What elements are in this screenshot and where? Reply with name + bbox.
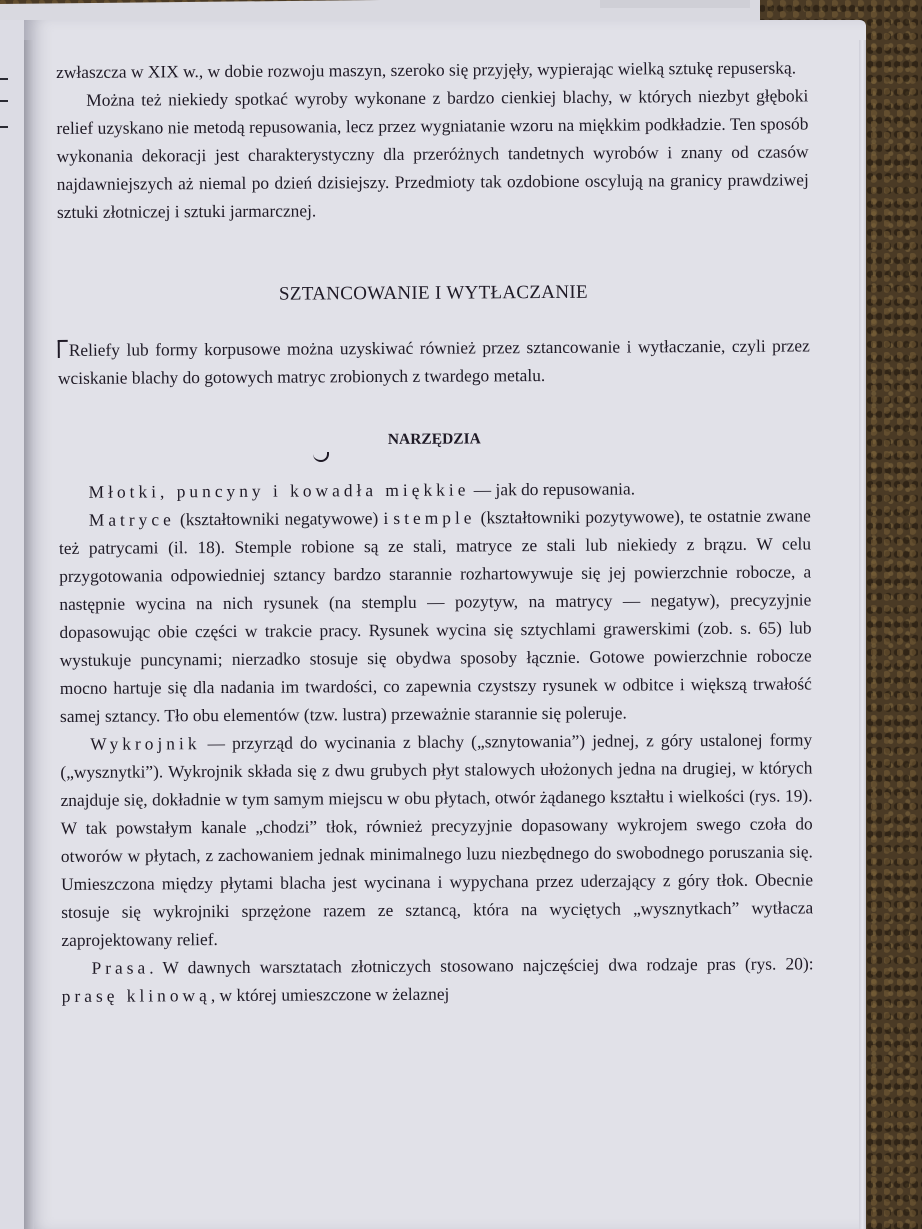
- section-intro-text: Reliefy lub formy korpusowe można uzyskiwać również przez sztancowanie i wytłaczanie, czyli przez wciskanie blachy do gotowych matryc zrobionych z twardego metalu.: [57, 335, 810, 388]
- tool-entry-die-cutter: [60, 725, 813, 954]
- paragraph-continuation: zwłaszcza w XIX w., w dobie rozwoju maszyn, szeroko się przyjęły, wypierając wielką sztukę repuserską.: [56, 57, 797, 82]
- section-heading: SZTANCOWANIE I WYTŁACZANIE: [278, 281, 588, 305]
- left-page-text-fragment: [0, 78, 8, 80]
- pencil-bracket-mark: [58, 340, 68, 358]
- tool-description: (kształtowniki negatywowe) i: [174, 507, 394, 530]
- page-gutter-shadow: [24, 40, 34, 1229]
- left-page-text-fragment: [0, 126, 8, 128]
- page-stack-edge: [859, 40, 866, 1229]
- left-page-text-fragment: [0, 100, 8, 102]
- tool-description-continued: (kształtowniki pozytywowe), te ostatnie zwane też patrycami (il. 18). Stemple robione są ze stali, matryce ze stali lub niekiedy z brązu. W celu przygotowania odpowiedniej sztancy bardzo starannie rozhartowywuje się jej powierzchnie robocze, a następnie wycina na nich rysunek (na stemplu — pozytyw, na matrycy — negatyw), precyzyjnie dopasowując obie części w trakcie pracy. Rysunek wycina się sztychlami grawerskimi (zob. s. 65) lub wystukuje puncynami; nierzadko stosuje się obydwa sposoby łącznie. Gotowe powierzchnie robocze mocno hartuje się dla nadania im twardości, co zapewnia czystszy rysunek w odbitce i większą trwałość samej sztancy. Tło obu elementów (tzw. lustra) przeważnie starannie się poleruje.: [58, 505, 812, 726]
- subheading: NARZĘDZIA: [387, 430, 481, 448]
- paragraph: Można też niekiedy spotkać wyroby wykonane z bardzo cienkiej blachy, w których niezbyt głęboki relief uzyskano nie metodą repusowania, lecz przez wygniatanie wzoru na miękkim podkładzie. Ten sposób wykonania dekoracji jest charakterystyczny dla przeróżnych tandetnych wyrobów i znany od czasów najdawniejszych aż niemal po dzień dzisiejszy. Przedmioty tak ozdobione oscylują na granicy prawdziwej sztuki złotniczej i sztuki jarmarcznej.: [56, 85, 809, 222]
- tool-description: — jak do repusowania.: [469, 478, 636, 500]
- tool-term-secondary: stemple: [393, 507, 476, 528]
- tool-description: . W dawnych warsztatach złotniczych stosowano najczęściej dwa rodzaje pras (rys. 20):: [149, 953, 814, 978]
- section-intro-paragraph: [58, 331, 810, 392]
- page-text: [56, 53, 814, 1010]
- tool-term-secondary: prasę klinową: [61, 985, 211, 1006]
- tool-entry-press: [61, 949, 813, 1010]
- tool-term: Prasa: [91, 957, 150, 978]
- tool-term: Matryce: [88, 509, 175, 530]
- tool-entry-matrices: [59, 501, 812, 730]
- tool-term: Młotki, puncyny i kowadła miękkie: [88, 479, 470, 502]
- tool-description-continued: , w której umieszczone w żelaznej: [210, 983, 450, 1006]
- tool-term: Wykrojnik: [90, 733, 201, 754]
- underlying-page-corner: [600, 0, 750, 8]
- tool-description: — przyrząd do wycinania z blachy („sznytowania”) jednej, z góry ustalonej formy („wysznytki”). Wykrojnik składa się z dwu grubych płyt stalowych ułożonych jedna na drugiej, w których znajduje się, dokładnie w tym samym miejscu w obu płytach, otwór żądanego kształtu i wielkości (rys. 19). W tak powstałym kanale „chodzi” tłok, również precyzyjnie dopasowany wykrojem swego czoła do otworów w płytach, z zachowaniem jednak minimalnego luzu niezbędnego do swobodnego poruszania się. Umieszczona między płytami blacha jest wycinana i wypychana przez uderzający z góry tłok. Obecnie stosuje się wykrojniki sprzężone razem ze sztancą, która na wyciętych „wysznytkach” wytłacza zaprojektowany relief.: [60, 729, 814, 950]
